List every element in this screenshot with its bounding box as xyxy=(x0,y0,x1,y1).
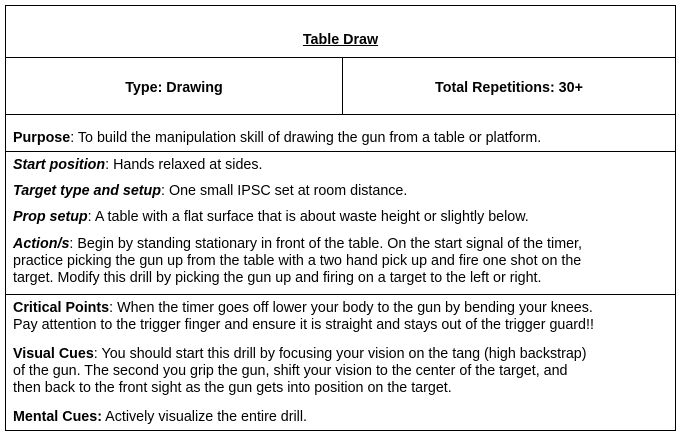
actions-text-1: : Begin by standing stationary in front of the table. On the start signal of the timer, xyxy=(69,236,582,252)
critical-points-line-2: Pay attention to the trigger finger and ensure it is straight and stays out of the trigger guard!! xyxy=(13,317,594,333)
visual-cues-text-1: : You should start this drill by focusing your vision on the tang (high backstrap) xyxy=(93,346,587,362)
mental-cues-text: Actively visualize the entire drill. xyxy=(101,409,307,425)
visual-cues-line-2: of the gun. The second you grip the gun, shift your vision to the center of the target, and xyxy=(13,363,568,379)
drill-card xyxy=(5,5,676,431)
purpose-label: Purpose xyxy=(13,130,71,146)
prop-setup-label: Prop setup xyxy=(13,209,88,225)
target-setup-paragraph xyxy=(13,183,669,200)
divider-actions xyxy=(6,294,675,295)
divider-purpose xyxy=(6,151,675,152)
purpose-paragraph xyxy=(13,130,669,147)
start-position-label: Start position xyxy=(13,157,106,173)
divider-title xyxy=(6,57,675,58)
drill-type: Type: Drawing xyxy=(125,80,223,96)
mental-cues-label: Mental Cues: xyxy=(13,409,102,425)
visual-cues-line-3: then back to the front sight as the gun gets into position on the target. xyxy=(13,380,452,396)
divider-header xyxy=(6,114,675,115)
target-setup-label: Target type and setup xyxy=(13,183,162,199)
actions-paragraph xyxy=(13,236,669,287)
visual-cues-paragraph xyxy=(13,346,669,397)
actions-line-2: practice picking the gun up from the table with a two hand pick up and fire one shot on the xyxy=(13,253,582,269)
drill-title: Table Draw xyxy=(302,32,379,48)
total-repetitions: Total Repetitions: 30+ xyxy=(435,80,583,96)
critical-points-paragraph xyxy=(13,300,669,334)
actions-line-3: target. Modify this drill by picking the gun up and firing on a target to the left or right. xyxy=(13,270,542,286)
prop-setup-paragraph xyxy=(13,209,669,226)
mental-cues-paragraph xyxy=(13,409,669,426)
visual-cues-label: Visual Cues xyxy=(13,346,94,362)
visual-cues-line-1 xyxy=(13,346,669,363)
prop-setup-text: : A table with a flat surface that is about waste height or slightly below. xyxy=(87,209,529,225)
purpose-text: : To build the manipulation skill of drawing the gun from a table or platform. xyxy=(70,130,542,146)
start-position-text: : Hands relaxed at sides. xyxy=(105,157,263,173)
actions-line-1 xyxy=(13,236,669,253)
critical-points-line-1 xyxy=(13,300,669,317)
actions-label: Action/s xyxy=(13,236,70,252)
critical-points-label: Critical Points xyxy=(13,300,110,316)
start-position-paragraph xyxy=(13,157,669,174)
target-setup-text: : One small IPSC set at room distance. xyxy=(161,183,408,199)
critical-points-text-1: : When the timer goes off lower your body to the gun by bending your knees. xyxy=(109,300,593,316)
